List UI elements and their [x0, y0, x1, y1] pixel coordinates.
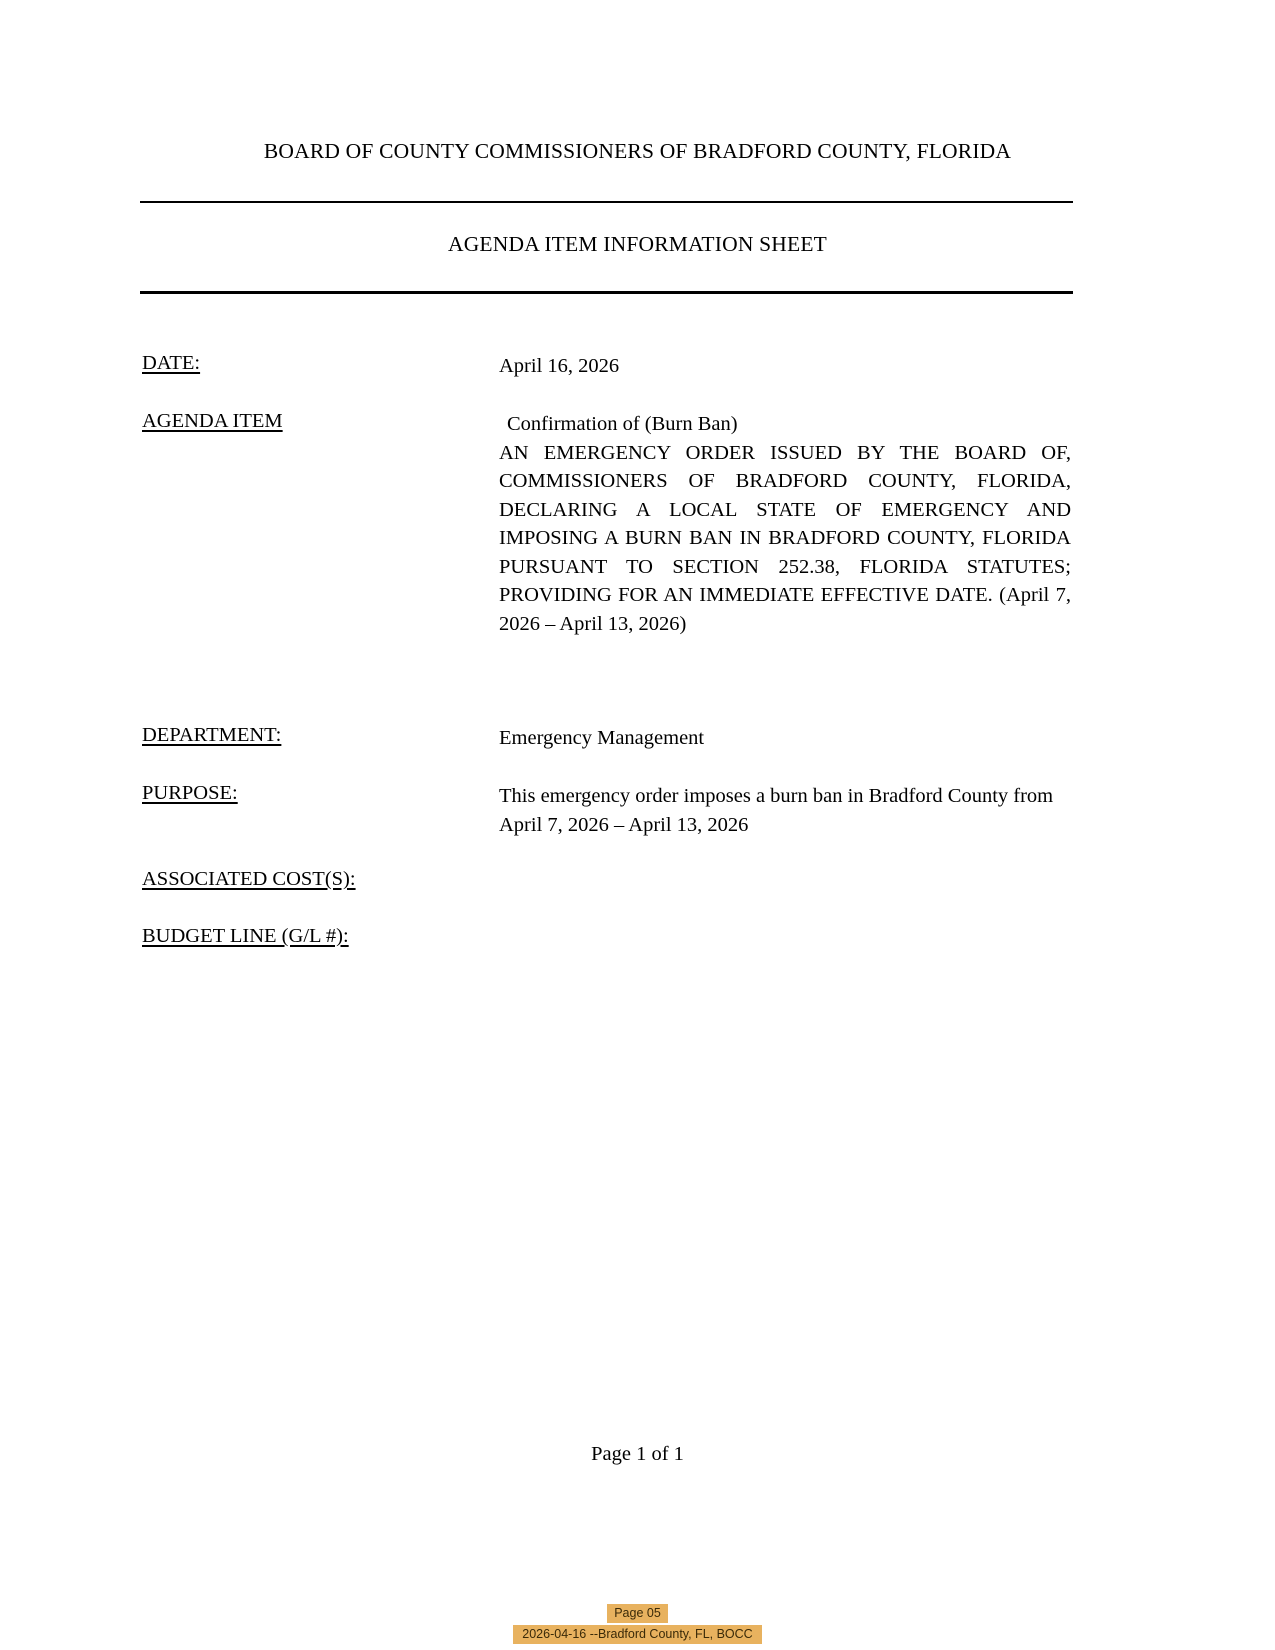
label-budget-line: BUDGET LINE (G/L #): — [142, 925, 349, 947]
value-date: April 16, 2026 — [499, 355, 620, 377]
page-number: Page 1 of 1 — [591, 1443, 684, 1465]
value-department: Emergency Management — [499, 727, 705, 749]
value-purpose: This emergency order imposes a burn ban in Bradford County from April 7, 2026 – April 13, 2026 — [499, 785, 1054, 836]
value-agenda-item — [499, 410, 1071, 638]
footer-page-stamp-text: Page 05 — [607, 1604, 668, 1623]
label-department: DEPARTMENT: — [142, 724, 282, 746]
header-divider-bottom — [140, 291, 1073, 294]
page-header-title: BOARD OF COUNTY COMMISSIONERS OF BRADFORD COUNTY, FLORIDA — [263, 139, 1012, 163]
agenda-item-body: AN EMERGENCY ORDER ISSUED BY THE BOARD OF, COMMISSIONERS OF BRADFORD COUNTY, FLORIDA, DECLARING A LOCAL STATE OF EMERGENCY AND IMPOSING A BURN BAN IN BRADFORD COUNTY, FLORIDA PURSUANT TO SECTION 252.38, FLORIDA STATUTES; PROVIDING FOR AN IMMEDIATE EFFECTIVE DATE. (April 7, 2026 – April 13, 2026) — [499, 441, 1071, 635]
label-agenda-item: AGENDA ITEM — [142, 410, 283, 432]
sheet-title: AGENDA ITEM INFORMATION SHEET — [447, 232, 828, 256]
label-associated-costs: ASSOCIATED COST(S): — [142, 868, 356, 890]
footer-source-stamp — [0, 1625, 1275, 1644]
agenda-item-subtitle: Confirmation of (Burn Ban) — [507, 413, 738, 435]
footer-page-stamp — [0, 1604, 1275, 1623]
label-date: DATE: — [142, 352, 201, 374]
header-divider-top — [140, 201, 1073, 203]
label-purpose: PURPOSE: — [142, 782, 238, 804]
footer-source-stamp-text: 2026-04-16 --Bradford County, FL, BOCC — [513, 1625, 761, 1644]
